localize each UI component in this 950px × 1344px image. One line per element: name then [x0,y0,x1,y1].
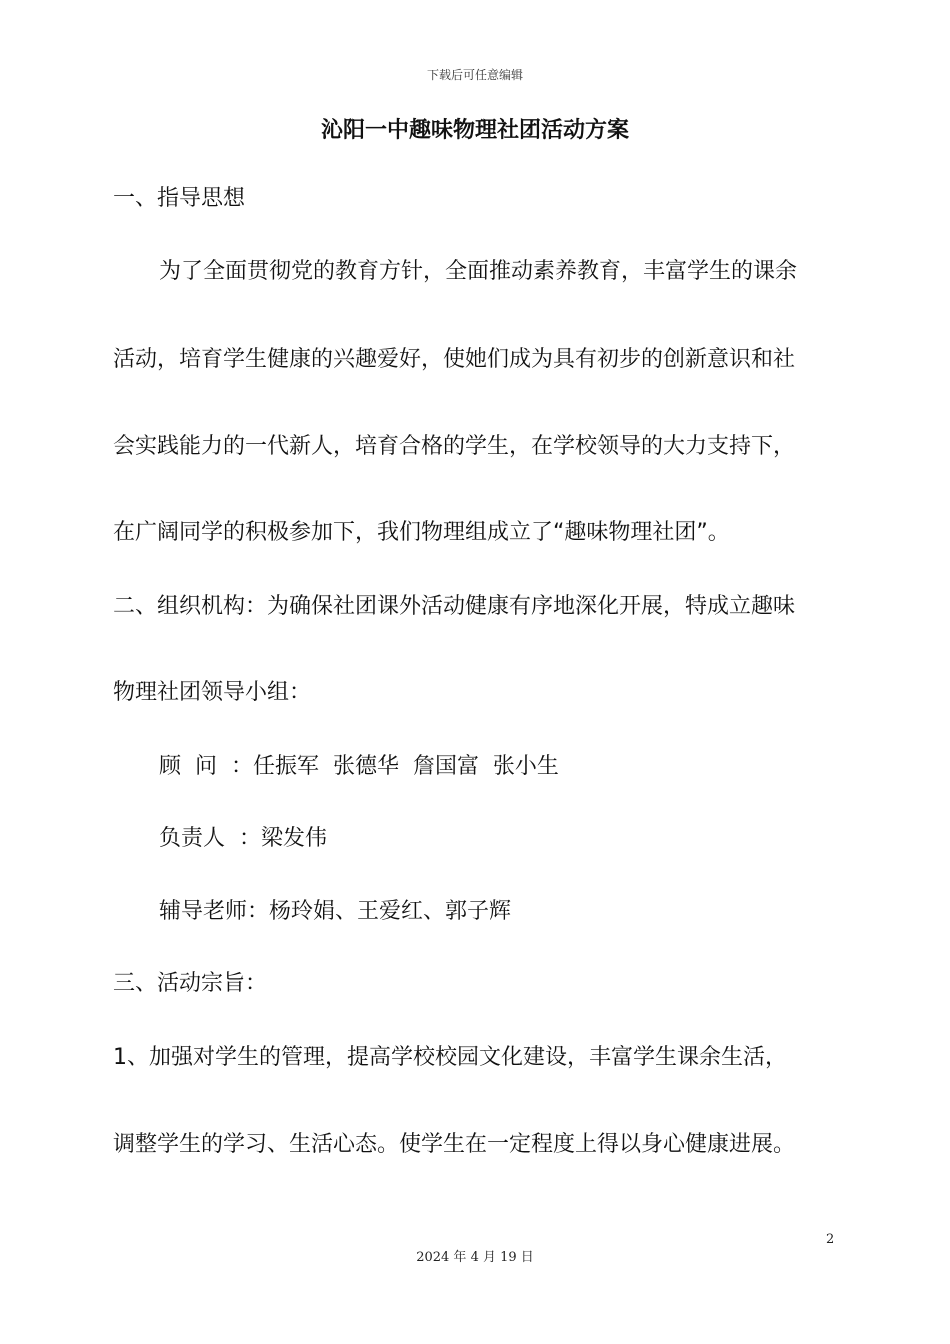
paragraph-line: 在广阔同学的积极参加下，我们物理组成立了“趣味物理社团”。 [113,520,730,545]
paragraph-line: 活动，培育学生健康的兴趣爱好，使她们成为具有初步的创新意识和社 [113,347,796,372]
footer-date: 2024 年 4 月 19 日 [416,1250,534,1265]
paragraph-line: 为了全面贯彻党的教育方针，全面推动素养教育，丰富学生的课余 [159,259,798,284]
tutors-line: 辅导老师：杨玲娟、王爱红、郭子辉 [159,899,512,924]
list-item-line: 1、加强对学生的管理，提高学校校园文化建设，丰富学生课余生活， [113,1045,787,1070]
section-heading-organization: 二、组织机构：为确保社团课外活动健康有序地深化开展，特成立趣味 [113,594,796,619]
list-item-line: 调整学生的学习、生活心态。使学生在一定程度上得以身心健康进展。 [113,1132,796,1157]
page-number: 2 [826,1232,835,1247]
paragraph-line: 会实践能力的一代新人，培育合格的学生，在学校领导的大力支持下， [113,434,796,459]
paragraph-line: 物理社团领导小组： [113,680,312,705]
advisors-line: 顾 问 ：任振军 张德华 詹国富 张小生 [159,754,559,779]
person-in-charge-line: 负责人 ：梁发伟 [159,826,327,851]
document-title: 沁阳一中趣味物理社团活动方案 [320,118,629,143]
header-note: 下载后可任意编辑 [426,68,523,82]
section-heading-guiding-ideology: 一、指导思想 [113,186,246,211]
section-heading-purpose: 三、活动宗旨： [113,971,268,996]
